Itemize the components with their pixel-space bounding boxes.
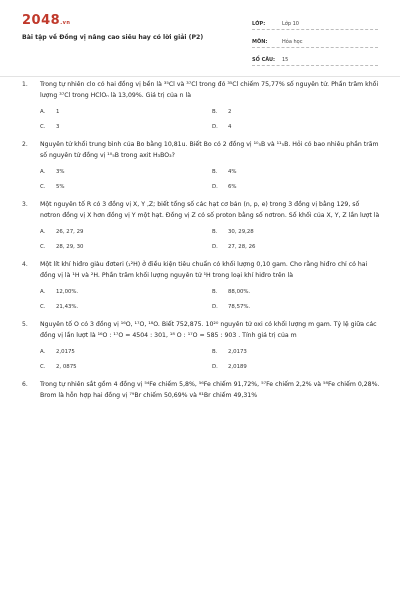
question-text: Trong tự nhiên clo có hai đồng vị bền là ³⁵Cl và ³⁷Cl trong đó ³⁵Cl chiếm 75,77% số nguyên tử. Phần trăm khối lượng ³⁷Cl trong HClOₙ là 13,09%. Giá trị của n là: [40, 81, 379, 99]
option-text: 2: [228, 109, 232, 115]
meta-row-subject: [252, 32, 378, 48]
answer-options: [40, 289, 380, 310]
question-6: [0, 380, 400, 401]
answer-option[interactable]: [212, 229, 382, 235]
meta-value: Lớp 10: [282, 21, 299, 27]
question-1: [0, 80, 400, 130]
answer-options: [40, 169, 380, 190]
meta-value: 15: [282, 57, 289, 63]
option-text: 28, 29, 30: [56, 244, 84, 250]
answer-option[interactable]: [40, 169, 212, 175]
option-text: 2, 0875: [56, 364, 77, 370]
answer-option[interactable]: [212, 289, 382, 295]
answer-option[interactable]: [40, 184, 212, 190]
question-number: 4.: [22, 261, 28, 268]
option-text: 3%: [56, 169, 65, 175]
question-number: 2.: [22, 141, 28, 148]
question-number: 3.: [22, 201, 28, 208]
option-letter: C.: [40, 364, 46, 370]
option-letter: B.: [212, 169, 218, 175]
option-letter: D.: [212, 364, 218, 370]
option-letter: D.: [212, 244, 218, 250]
answer-option[interactable]: [212, 109, 382, 115]
header-divider: [0, 76, 400, 77]
question-text: Một nguyên tố R có 3 đồng vị X, Y ,Z; biết tổng số các hạt cơ bản (n, p, e) trong 3 đồng vị bằng 129, số nơtron đồng vị X hơn đồng vị Y một hạt. Đồng vị Z có số proton bằng số nơtron. Số khối của X, Y, Z lần lượt là: [40, 201, 380, 219]
question-4: [0, 260, 400, 310]
meta-label: MÔN:: [252, 39, 268, 45]
option-letter: A.: [40, 109, 46, 115]
answer-option[interactable]: [212, 244, 382, 250]
option-letter: B.: [212, 349, 218, 355]
meta-label: SỐ CÂU:: [252, 57, 276, 63]
option-text: 12,00%.: [56, 289, 79, 295]
answer-option[interactable]: [40, 349, 212, 355]
answer-option[interactable]: [212, 364, 382, 370]
option-text: 2,0175: [56, 349, 75, 355]
answer-option[interactable]: [212, 184, 382, 190]
option-text: 21,43%.: [56, 304, 79, 310]
meta-info: [252, 14, 378, 66]
answer-option[interactable]: [212, 304, 382, 310]
answer-option[interactable]: [40, 364, 212, 370]
answer-options: [40, 109, 380, 130]
option-letter: C.: [40, 124, 46, 130]
answer-option[interactable]: [40, 304, 212, 310]
page-title: Bài tập về Đồng vị nâng cao siêu hay có lời giải (P2): [22, 34, 204, 41]
option-text: 3: [56, 124, 60, 130]
question-list: [0, 80, 400, 411]
question-number: 6.: [22, 381, 28, 388]
option-text: 27, 28, 26: [228, 244, 256, 250]
option-letter: A.: [40, 229, 46, 235]
answer-option[interactable]: [40, 229, 212, 235]
option-letter: B.: [212, 289, 218, 295]
option-letter: B.: [212, 109, 218, 115]
question-5: [0, 320, 400, 370]
option-text: 2,0189: [228, 364, 247, 370]
option-letter: B.: [212, 229, 218, 235]
meta-label: LỚP:: [252, 21, 266, 27]
answer-option[interactable]: [40, 244, 212, 250]
option-text: 6%: [228, 184, 237, 190]
option-text: 30, 29,28: [228, 229, 254, 235]
question-text: Trong tự nhiên sắt gồm 4 đồng vị ⁵⁴Fe chiếm 5,8%, ⁵⁶Fe chiếm 91,72%, ⁵⁷Fe chiếm 2,2% và ⁵⁸Fe chiếm 0,28%. Brom là hỗn hợp hai đồng vị ⁷⁹Br chiếm 50,69% và ⁸¹Br chiếm 49,31%: [40, 381, 380, 399]
option-text: 88,00%.: [228, 289, 251, 295]
meta-value: Hóa học: [282, 39, 303, 45]
option-text: 4: [228, 124, 232, 130]
question-text: Nguyên tố O có 3 đồng vị ¹⁶O, ¹⁷O, ¹⁸O. Biết 752,875. 10²⁰ nguyên tử oxi có khối lượng m gam. Tỷ lệ giữa các đồng vị lần lượt là ¹⁶O : ¹⁷O = 4504 : 301, ¹⁸ O : ¹⁷O = 585 : 903 . Tính giá trị của m: [40, 321, 377, 339]
option-text: 4%: [228, 169, 237, 175]
answer-option[interactable]: [212, 124, 382, 130]
meta-row-class: [252, 14, 378, 30]
option-text: 1: [56, 109, 60, 115]
answer-option[interactable]: [40, 289, 212, 295]
option-letter: D.: [212, 124, 218, 130]
answer-option[interactable]: [40, 109, 212, 115]
option-text: 78,57%.: [228, 304, 251, 310]
option-letter: D.: [212, 304, 218, 310]
option-text: 5%: [56, 184, 65, 190]
answer-option[interactable]: [212, 349, 382, 355]
answer-option[interactable]: [40, 124, 212, 130]
option-text: 26, 27, 29: [56, 229, 84, 235]
meta-row-count: [252, 50, 378, 66]
answer-options: [40, 229, 380, 250]
option-letter: C.: [40, 184, 46, 190]
option-text: 2,0173: [228, 349, 247, 355]
question-text: Một lít khí hiđro giàu đơteri (₁²H) ở điều kiện tiêu chuẩn có khối lượng 0,10 gam. Cho rằng hiđro chỉ có hai đồng vị là ¹H và ²H. Phần trăm khối lượng nguyên tử ¹H trong loại khí hiđro trên là: [40, 261, 368, 279]
header: [0, 0, 400, 66]
answer-options: [40, 349, 380, 370]
question-text: Nguyên tử khối trung bình của Bo bằng 10,81u. Biết Bo có 2 đồng vị ¹⁰₅B và ¹¹₅B. Hỏi có bao nhiêu phần trăm số nguyên tử đồng vị ¹⁰₅B trong axit H₃BO₃?: [40, 141, 379, 159]
option-letter: D.: [212, 184, 218, 190]
option-letter: A.: [40, 169, 46, 175]
question-number: 5.: [22, 321, 28, 328]
question-2: [0, 140, 400, 190]
question-3: [0, 200, 400, 250]
option-letter: C.: [40, 304, 46, 310]
question-number: 1.: [22, 81, 28, 88]
option-letter: A.: [40, 349, 46, 355]
site-logo[interactable]: 2048.vn: [22, 13, 71, 28]
answer-option[interactable]: [212, 169, 382, 175]
option-letter: A.: [40, 289, 46, 295]
option-letter: C.: [40, 244, 46, 250]
